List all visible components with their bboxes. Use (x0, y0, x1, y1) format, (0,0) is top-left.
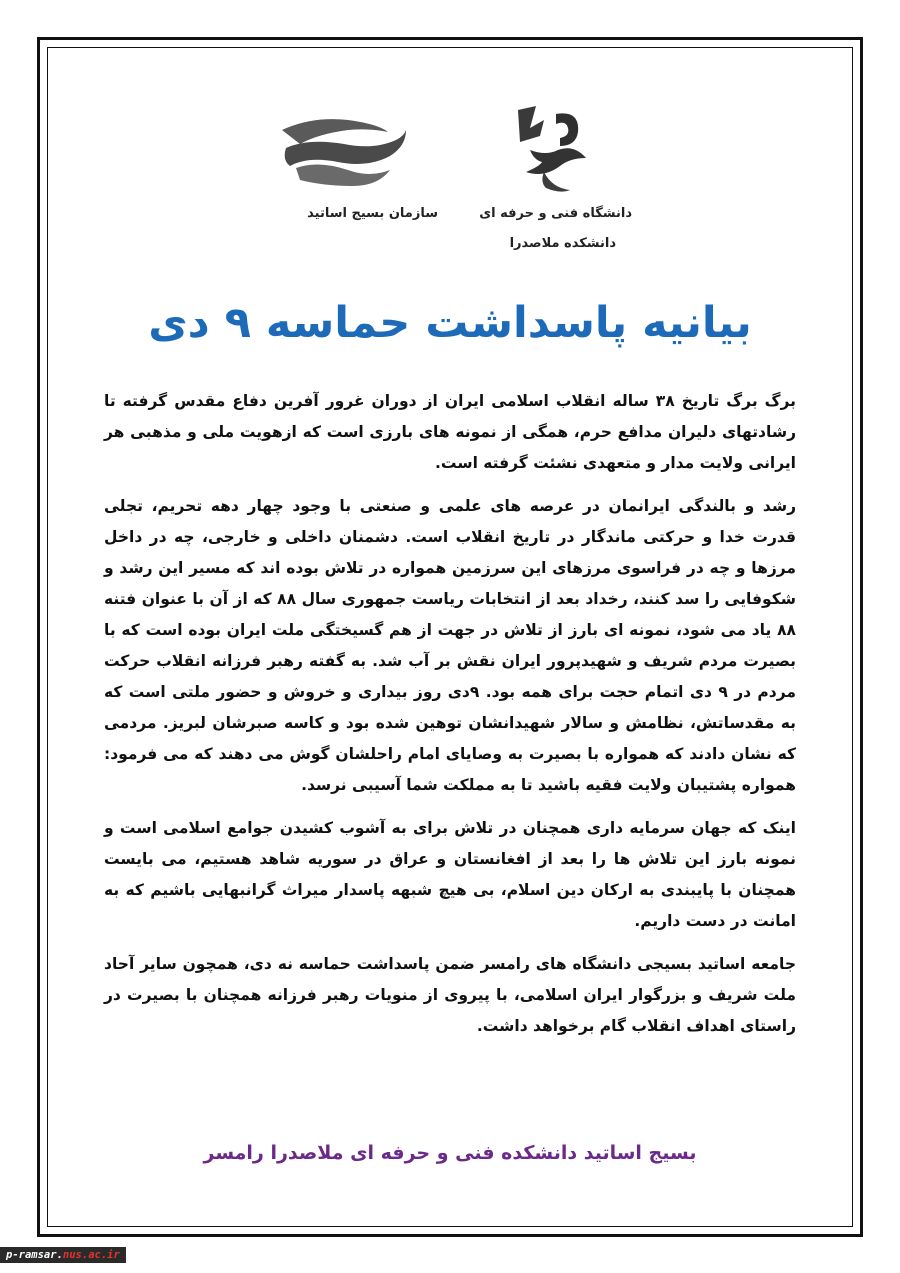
basij-ostad-logo-icon (278, 110, 410, 192)
statement-body (104, 386, 796, 1054)
basij-org-name: سازمان بسیج اساتید (307, 206, 438, 221)
footer-domain-prefix: p-ramsar. (6, 1249, 63, 1261)
footer-domain-suffix: nus.ac.ir (62, 1249, 120, 1261)
signature: بسیج اساتید دانشکده فنی و حرفه ای ملاصدرا رامسر (203, 1142, 697, 1164)
school-name: دانشکده ملاصدرا (509, 236, 616, 251)
university-name: دانشگاه فنی و حرفه ای (479, 206, 632, 221)
footer-domain-badge (0, 1247, 126, 1263)
paragraph-2: رشد و بالندگی ایرانمان در عرصه های علمی و صنعتی با وجود چهار دهه تحریم، تجلی قدرت خدا و حرکتی ماندگار در تاریخ انقلاب است. دشمنان داخلی و خارجی، چه در داخل مرزها و چه در فراسوی مرزهای این سرزمین همواره در تلاش بوده اند که مسیر این رشد و شکوفایی را سد کنند، رخداد بعد از انتخابات ریاست جمهوری سال ۸۸ که از آن با عنوان فتنه ۸۸ یاد می شود، نمونه ای بارز از تلاش در جهت از هم گسیختگی ملت ایران بوده است که با بصیرت مردم شریف و شهیدپرور ایران نقش بر آب شد. به گفته رهبر فرزانه انقلاب حرکت مردم در ۹ دی اتمام حجت برای همه بود. ۹دی روز بیداری و خروش و حضور ملتی است که به مقدساتش، نظامش و سالار شهیدانشان توهین شده بود و کاسه صبرشان لبریز. مردمی که نشان دادند که همواره با بصیرت به وصایای امام راحلشان گوش می دهند که می فرمود: همواره پشتیبان ولایت فقیه باشید تا به مملکت شما آسیبی نرسد. (104, 497, 796, 794)
university-logo-icon (500, 102, 596, 198)
paragraph-3: اینک که جهان سرمایه داری همچنان در تلاش برای به آشوب کشیدن جوامع اسلامی است و نمونه بارز این تلاش ها را بعد از افغانستان و عراق در سوریه شاهد هستیم، می بایست همچنان با پایبندی به ارکان دین اسلام، بی هیچ شبهه پاسدار میراث گرانبهایی باشیم که به امانت در دست داریم. (104, 819, 796, 930)
statement-title: بیانیه پاسداشت حماسه ۹ دی (148, 298, 752, 348)
paragraph-1: برگ برگ تاریخ ۳۸ ساله انقلاب اسلامی ایران از دوران غرور آفرین دفاع مقدس گرفته تا رشادتهای دلیران مدافع حرم، همگی از نمونه های بارزی است که ازهویت ملی و مذهبی هر ایرانی ولایت مدار و متعهدی نشئت گرفته است. (104, 392, 796, 472)
paragraph-4: جامعه اساتید بسیجی دانشگاه های رامسر ضمن پاسداشت حماسه نه دی، همچون سایر آحاد ملت شریف و بزرگوار ایران اسلامی، با پیروی از منویات رهبر فرزانه همچنان با بصیرت در راستای اهداف انقلاب گام برخواهد داشت. (104, 955, 796, 1035)
